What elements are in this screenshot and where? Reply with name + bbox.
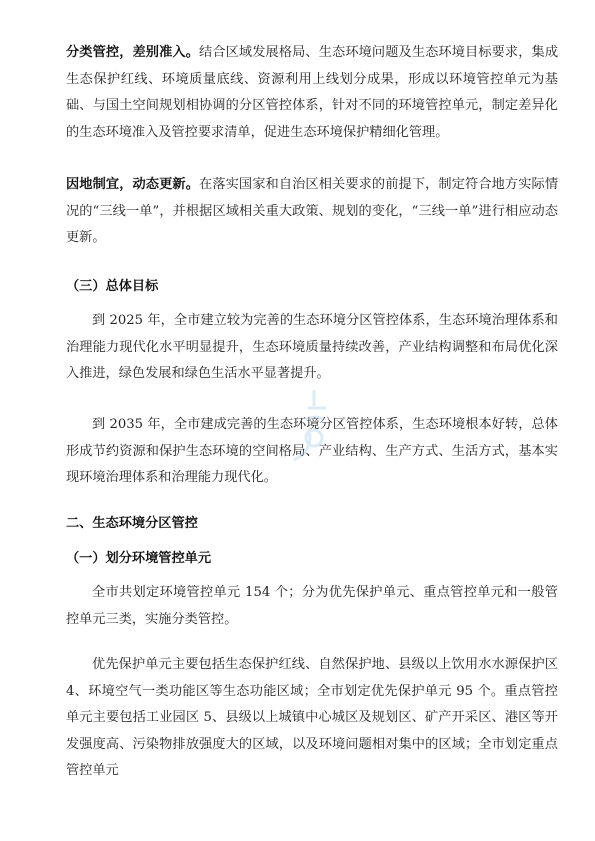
paragraph-text: 结合区域发展格局、生态环境问题及生态环境目标要求，集成生态保护红线、环境质量底线、资源利用上线划分成果，形成以环境管控单元为基础、与国土空间规划相协调的分区管控体系，针对不同的环境管控单元，制定差异化的生态环境准入及管控要求清单，促进生态环境保护精细化管理。 [66,45,559,140]
paragraph-text: 在落实国家和自治区相关要求的前提下，制定符合地方实际情况的“三线一单”，并根据区域相关重大政策、规划的变化，“三线一单”进行相应动态更新。 [66,177,559,246]
paragraph-lead: 分类管控，差别准入。 [66,45,200,60]
section-heading-control-units: （一）划分环境管控单元 [66,551,212,566]
paragraph-unit-count: 全市共划定环境管控单元 154 个；分为优先保护单元、重点管控单元和一般管控单元三类，实施分类管控。 [66,585,558,627]
paragraph-unit-types: 优先保护单元主要包括生态保护红线、自然保护地、县级以上饮用水水源保护区4、环境空气一类功能区等生态功能区域；全市划定优先保护单元 95 个。重点管控单元主要包括工业园区 5、县级以上城镇中心城区及规划区、矿产开采区、港区等开发强度高、污染物排放强度大的区域，以及环境问题相对集中的区域；全市划定重点管控单元 [66,657,558,779]
paragraph-local-conditions [66,172,558,252]
chapter-heading-zoning-control: 二、生态环境分区管控 [66,516,198,531]
paragraph-goal-2025: 到 2025 年，全市建立较为完善的生态环境分区管控体系，生态环境治理体系和治理能力现代化水平明显提升，生态环境质量持续改善，产业结构调整和布局优化深入推进，绿色发展和绿色生活水平显著提升。 [66,313,558,382]
paragraph-classified-control [66,40,558,146]
paragraph-lead: 因地制宜，动态更新。 [66,177,200,192]
paragraph-goal-2035: 到 2035 年，全市建成完善的生态环境分区管控体系，生态环境根本好转，总体形成节约资源和保护生态环境的空间格局、产业结构、生产方式、生活方式，基本实现环境治理体系和治理能力现代化。 [66,417,558,486]
section-heading-overall-goal: （三）总体目标 [66,279,159,294]
